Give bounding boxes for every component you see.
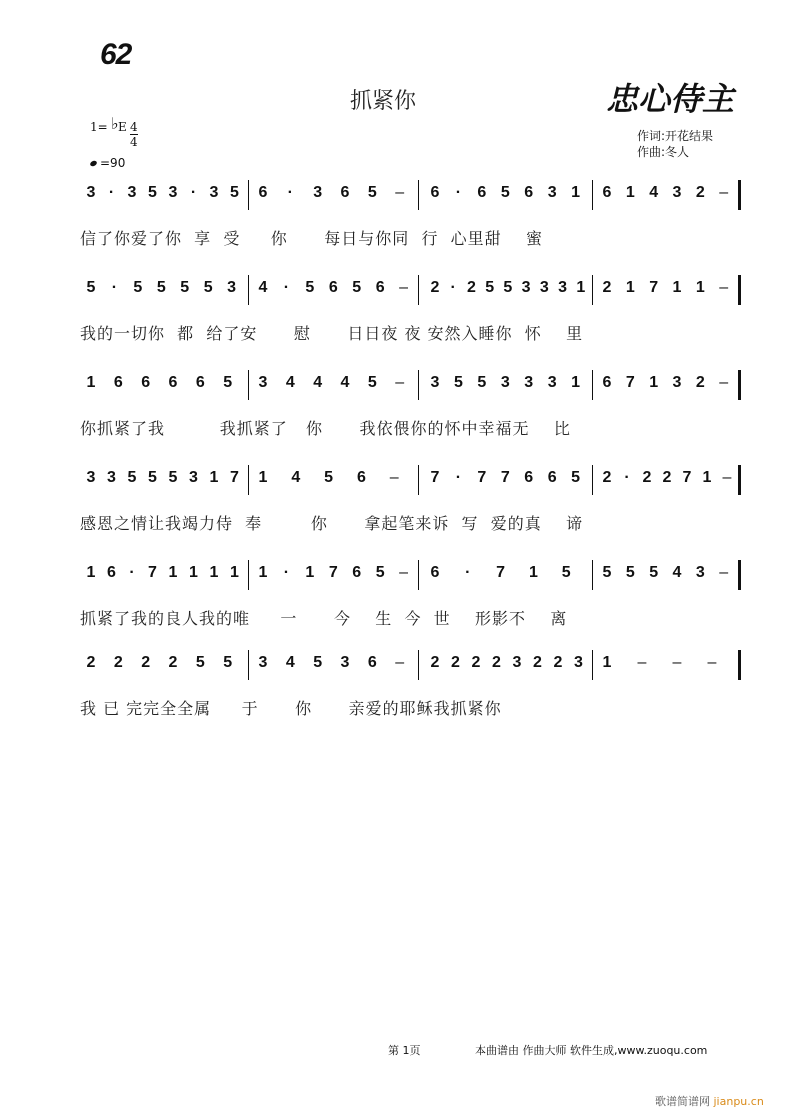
note: – bbox=[389, 469, 399, 486]
note: – bbox=[395, 654, 405, 671]
bar-line bbox=[738, 650, 741, 680]
bar-line bbox=[592, 560, 593, 590]
note: 4 bbox=[672, 564, 682, 581]
note: 3 bbox=[86, 184, 96, 201]
credits bbox=[637, 128, 713, 160]
note: 5 bbox=[649, 564, 659, 581]
note: 2 bbox=[451, 654, 460, 671]
note: – bbox=[707, 654, 717, 671]
note: 7 bbox=[496, 564, 506, 581]
note: 3 bbox=[107, 469, 116, 486]
note: · bbox=[455, 184, 462, 201]
note: 1 bbox=[209, 564, 219, 581]
note: 3 bbox=[313, 184, 323, 201]
note: 3 bbox=[209, 184, 219, 201]
note: · bbox=[111, 279, 118, 296]
composer: 作曲:冬人 bbox=[637, 145, 690, 159]
note: 4 bbox=[285, 374, 295, 391]
bar-line bbox=[592, 465, 593, 495]
note: – bbox=[719, 184, 729, 201]
note: · bbox=[624, 469, 630, 486]
note: 3 bbox=[539, 279, 549, 296]
note: 5 bbox=[203, 279, 213, 296]
note: 7 bbox=[230, 469, 239, 486]
note: 2 bbox=[168, 654, 178, 671]
note: 3 bbox=[258, 374, 268, 391]
note: 1 bbox=[258, 469, 268, 486]
bar-line bbox=[592, 370, 593, 400]
bar-line bbox=[418, 275, 419, 305]
bar-line bbox=[248, 275, 249, 305]
note: 5 bbox=[195, 654, 205, 671]
note: · bbox=[190, 184, 197, 201]
note: 6 bbox=[195, 374, 205, 391]
note: 1 bbox=[625, 184, 635, 201]
note: 1 bbox=[571, 374, 581, 391]
note: 5 bbox=[180, 279, 190, 296]
note: 6 bbox=[602, 374, 612, 391]
note: 5 bbox=[223, 374, 233, 391]
lyrics: 信了你爱了你 享 受 你 每日与你同 行 心里甜 蜜 bbox=[80, 229, 543, 248]
tempo-marking bbox=[90, 156, 125, 170]
note: 2 bbox=[86, 654, 96, 671]
note: 2 bbox=[492, 654, 501, 671]
note: 5 bbox=[156, 279, 166, 296]
note: 5 bbox=[230, 184, 239, 201]
note: – bbox=[719, 279, 729, 296]
note: 3 bbox=[574, 654, 583, 671]
note: 5 bbox=[324, 469, 334, 486]
note: 6 bbox=[375, 279, 385, 296]
note: 5 bbox=[367, 374, 377, 391]
note: 5 bbox=[375, 564, 385, 581]
key-note: E bbox=[118, 120, 127, 134]
note: 5 bbox=[485, 279, 495, 296]
note: 3 bbox=[227, 279, 237, 296]
bar-line bbox=[738, 560, 741, 590]
note: 1 bbox=[258, 564, 268, 581]
tempo-value: =90 bbox=[100, 156, 126, 170]
note: 7 bbox=[682, 469, 692, 486]
note: 5 bbox=[305, 279, 315, 296]
note: 2 bbox=[471, 654, 481, 671]
note: 1 bbox=[702, 469, 712, 486]
note: · bbox=[283, 279, 290, 296]
note: 4 bbox=[649, 184, 659, 201]
note: 6 bbox=[141, 374, 151, 391]
note: 2 bbox=[695, 374, 705, 391]
lyricist: 作词:开花结果 bbox=[637, 129, 714, 143]
watermark-url: jianpu.cn bbox=[713, 1095, 764, 1108]
note: 5 bbox=[477, 374, 487, 391]
note: · bbox=[287, 184, 293, 201]
note: · bbox=[108, 184, 115, 201]
bar-line bbox=[248, 650, 249, 680]
note: 5 bbox=[223, 654, 233, 671]
note: 7 bbox=[477, 469, 487, 486]
note: 2 bbox=[466, 279, 476, 296]
note: 5 bbox=[148, 184, 157, 201]
note: 1 bbox=[528, 564, 538, 581]
bar-line bbox=[248, 465, 249, 495]
note: 3 bbox=[340, 654, 350, 671]
note: 5 bbox=[313, 654, 323, 671]
note: 4 bbox=[285, 654, 295, 671]
note: 7 bbox=[328, 564, 338, 581]
bar-line bbox=[592, 180, 593, 210]
note: 3 bbox=[558, 279, 567, 296]
note: 5 bbox=[168, 469, 178, 486]
note: 5 bbox=[127, 469, 137, 486]
note: 7 bbox=[500, 469, 510, 486]
note: – bbox=[395, 184, 405, 201]
note: 4 bbox=[291, 469, 301, 486]
note: 7 bbox=[148, 564, 157, 581]
note: · bbox=[455, 469, 462, 486]
note: – bbox=[399, 564, 409, 581]
note: 6 bbox=[430, 564, 440, 581]
key-label: 1= bbox=[90, 120, 108, 134]
note: 1 bbox=[168, 564, 178, 581]
bar-line bbox=[248, 180, 249, 210]
note: 6 bbox=[430, 184, 440, 201]
note: – bbox=[722, 469, 732, 486]
notation bbox=[80, 180, 750, 216]
note: 7 bbox=[649, 279, 659, 296]
note: 2 bbox=[430, 654, 440, 671]
note: 1 bbox=[576, 279, 586, 296]
note: 3 bbox=[127, 184, 137, 201]
note: 6 bbox=[107, 564, 116, 581]
quarter-note-icon bbox=[89, 160, 97, 167]
note: 3 bbox=[524, 374, 534, 391]
bar-line bbox=[248, 370, 249, 400]
note: 3 bbox=[672, 374, 682, 391]
note: 3 bbox=[189, 469, 198, 486]
album-title: 忠心侍主 bbox=[606, 80, 735, 118]
bar-line bbox=[592, 650, 593, 680]
note: 6 bbox=[602, 184, 612, 201]
note: 1 bbox=[625, 279, 635, 296]
note: 5 bbox=[571, 469, 581, 486]
note: 1 bbox=[672, 279, 682, 296]
note: · bbox=[129, 564, 135, 581]
note: 6 bbox=[328, 279, 338, 296]
note: 2 bbox=[553, 654, 563, 671]
time-top: 4 bbox=[130, 120, 138, 134]
note: 2 bbox=[695, 184, 705, 201]
note: 1 bbox=[189, 564, 198, 581]
note: 2 bbox=[602, 279, 612, 296]
note: · bbox=[450, 279, 456, 296]
bar-line bbox=[738, 180, 741, 210]
note: 3 bbox=[512, 654, 522, 671]
note: – bbox=[672, 654, 682, 671]
note: 2 bbox=[642, 469, 652, 486]
note: 5 bbox=[148, 469, 157, 486]
bar-line bbox=[418, 180, 419, 210]
note: 6 bbox=[547, 469, 557, 486]
notation bbox=[80, 560, 750, 596]
note: 5 bbox=[86, 279, 96, 296]
note: 7 bbox=[625, 374, 635, 391]
lyrics: 你抓紧了我 我抓紧了 你 我依偎你的怀中幸福无 比 bbox=[80, 419, 571, 438]
note: 2 bbox=[113, 654, 123, 671]
page-label: 第 1页 bbox=[388, 1044, 421, 1057]
lyrics: 感恩之情让我竭力侍 奉 你 拿起笔来诉 写 爱的真 谛 bbox=[80, 514, 584, 533]
note: 5 bbox=[133, 279, 143, 296]
lyrics: 我 已 完完全全属 于 你 亲爱的耶稣我抓紧你 bbox=[80, 699, 502, 718]
note: 3 bbox=[547, 374, 557, 391]
notation bbox=[80, 275, 750, 311]
note: 3 bbox=[672, 184, 682, 201]
note: 1 bbox=[649, 374, 659, 391]
note: 5 bbox=[500, 184, 510, 201]
time-bottom: 4 bbox=[130, 135, 138, 149]
note: 1 bbox=[305, 564, 315, 581]
note: 1 bbox=[602, 654, 612, 671]
note: 3 bbox=[86, 469, 96, 486]
note: · bbox=[465, 564, 471, 581]
note: 6 bbox=[524, 184, 534, 201]
bar-line bbox=[738, 275, 741, 305]
lyrics: 抓紧了我的良人我的唯 一 今 生 今 世 形影不 离 bbox=[80, 609, 568, 628]
note: 5 bbox=[352, 279, 362, 296]
note: 1 bbox=[571, 184, 581, 201]
note: 7 bbox=[430, 469, 440, 486]
watermark bbox=[655, 1093, 764, 1109]
note: 6 bbox=[352, 564, 362, 581]
note: 3 bbox=[168, 184, 178, 201]
note: 6 bbox=[477, 184, 487, 201]
bar-line bbox=[418, 650, 419, 680]
note: 6 bbox=[258, 184, 268, 201]
note: 4 bbox=[340, 374, 350, 391]
note: 5 bbox=[367, 184, 377, 201]
note: 1 bbox=[86, 564, 96, 581]
note: 1 bbox=[86, 374, 96, 391]
note: 2 bbox=[602, 469, 612, 486]
note: 2 bbox=[533, 654, 542, 671]
note: – bbox=[719, 374, 729, 391]
watermark-cn: 歌谱简谱网 bbox=[655, 1095, 710, 1108]
note: 3 bbox=[547, 184, 557, 201]
note: – bbox=[395, 374, 405, 391]
notation bbox=[80, 370, 750, 406]
note: – bbox=[719, 564, 729, 581]
page-number: 62 bbox=[100, 38, 132, 71]
note: – bbox=[637, 654, 647, 671]
note: 3 bbox=[521, 279, 531, 296]
note: 5 bbox=[561, 564, 571, 581]
bar-line bbox=[738, 370, 741, 400]
bar-line bbox=[592, 275, 593, 305]
note: 1 bbox=[230, 564, 239, 581]
song-title: 抓紧你 bbox=[350, 89, 417, 114]
bar-line bbox=[418, 465, 419, 495]
note: · bbox=[283, 564, 290, 581]
note: 6 bbox=[113, 374, 123, 391]
bar-line bbox=[248, 560, 249, 590]
bar-line bbox=[418, 370, 419, 400]
note: 6 bbox=[168, 374, 178, 391]
notation bbox=[80, 465, 750, 501]
note: 3 bbox=[430, 374, 440, 391]
note: 2 bbox=[662, 469, 672, 486]
note: 5 bbox=[503, 279, 513, 296]
note: 4 bbox=[313, 374, 323, 391]
note: 6 bbox=[356, 469, 366, 486]
lyrics: 我的一切你 都 给了安 慰 日日夜 夜 安然入睡你 怀 里 bbox=[80, 324, 584, 343]
bar-line bbox=[418, 560, 419, 590]
note: 6 bbox=[524, 469, 534, 486]
note: 5 bbox=[602, 564, 612, 581]
generator-note: 本曲谱由 作曲大师 软件生成,www.zuoqu.com bbox=[475, 1044, 708, 1057]
key-signature bbox=[90, 114, 138, 149]
note: 5 bbox=[625, 564, 635, 581]
note: 1 bbox=[209, 469, 219, 486]
note: 5 bbox=[453, 374, 463, 391]
bar-line bbox=[738, 465, 741, 495]
notation bbox=[80, 650, 750, 686]
time-signature bbox=[130, 120, 138, 149]
note: 3 bbox=[695, 564, 705, 581]
note: 2 bbox=[141, 654, 151, 671]
note: 3 bbox=[500, 374, 510, 391]
note: – bbox=[399, 279, 409, 296]
note: 3 bbox=[258, 654, 268, 671]
note: 4 bbox=[258, 279, 268, 296]
note: 2 bbox=[430, 279, 440, 296]
flat-icon: ♭ bbox=[111, 114, 119, 133]
note: 6 bbox=[367, 654, 377, 671]
note: 6 bbox=[340, 184, 350, 201]
note: 1 bbox=[695, 279, 705, 296]
